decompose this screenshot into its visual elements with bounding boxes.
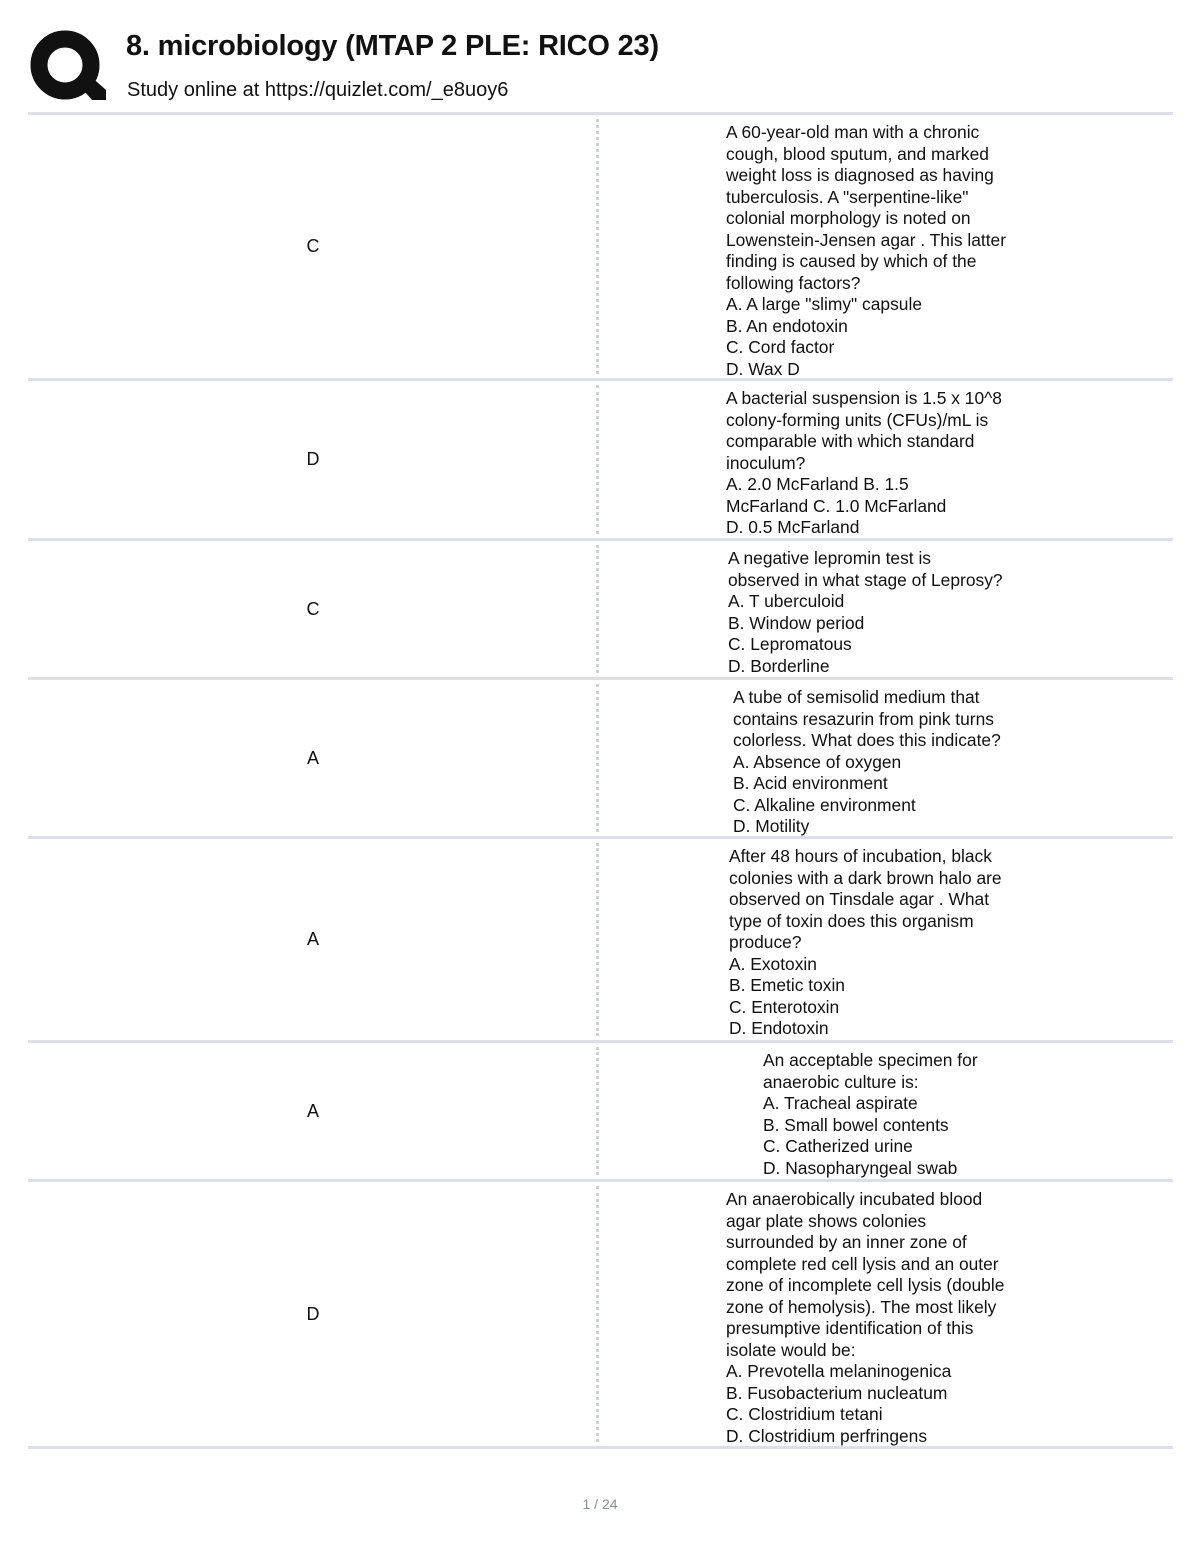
column-divider (596, 545, 599, 673)
study-online-link-text: Study online at https://quizlet.com/_e8uoy6 (127, 79, 509, 101)
answer-cell: A (306, 929, 319, 949)
page-title: 8. microbiology (MTAP 2 PLE: RICO 23) (126, 30, 659, 62)
answer-cell: A (306, 1100, 319, 1121)
column-divider (596, 1186, 599, 1442)
answer-cell: D (306, 1303, 320, 1324)
answer-cell: A (306, 747, 319, 768)
question-cell: An acceptable specimen for anaerobic culture is: A. Tracheal aspirate B. Small bowel contents C. Catherized urine D. Nasopharyngeal swab (763, 1050, 978, 1178)
answer-cell: C (306, 236, 320, 256)
flashcard-table (28, 112, 1173, 1449)
flashcard-row (28, 541, 1173, 677)
quizlet-logo-icon (30, 30, 106, 106)
flashcard-row (28, 381, 1173, 538)
column-divider (596, 684, 599, 832)
flashcard-row (28, 680, 1173, 836)
answer-cell: D (306, 449, 320, 469)
column-divider (596, 1047, 599, 1175)
column-divider (596, 385, 599, 534)
question-cell: A 60-year-old man with a chronic cough, blood sputum, and marked weight loss is diagnosed as having tuberculosis. A "serpentine-like" colonial morphology is noted on Lowenstein-Jensen agar . This latter finding is caused by which of the following factors? A. A large "slimy" capsule B. An endotoxin C. Cord factor D. Wax D (726, 122, 1007, 379)
flashcard-row (28, 115, 1173, 378)
page-number: 1 / 24 (582, 1496, 618, 1512)
flashcard-row (28, 1043, 1173, 1179)
column-divider (596, 843, 599, 1036)
flashcard-row (28, 839, 1173, 1040)
question-cell: A tube of semisolid medium that contains resazurin from pink turns colorless. What does this indicate? A. Absence of oxygen B. Acid environment C. Alkaline environment D. Motility (733, 687, 1001, 836)
question-cell: An anaerobically incubated blood agar plate shows colonies surrounded by an inner zone of complete red cell lysis and an outer zone of incomplete cell lysis (double zone of hemolysis). The most likely presumptive identification of this isolate would be: A. Prevotella melaninogenica B. Fusobacterium nucleatum C. Clostridium tetani D. Clostridium perfringens (726, 1189, 1005, 1446)
question-cell: A bacterial suspension is 1.5 x 10^8 colony-forming units (CFUs)/mL is comparable with which standard inoculum? A. 2.0 McFarland B. 1.5 McFarland C. 1.0 McFarland D. 0.5 McFarland (726, 388, 1002, 537)
question-cell: A negative lepromin test is observed in what stage of Leprosy? A. T uberculoid B. Window period C. Lepromatous D. Borderline (728, 548, 1003, 676)
answer-cell: C (306, 598, 320, 619)
column-divider (596, 119, 599, 374)
flashcard-row (28, 1182, 1173, 1446)
question-cell: After 48 hours of incubation, black colonies with a dark brown halo are observed on Tinsdale agar . What type of toxin does this organism produce? A. Exotoxin B. Emetic toxin C. Enterotoxin D. Endotoxin (729, 846, 1002, 1038)
